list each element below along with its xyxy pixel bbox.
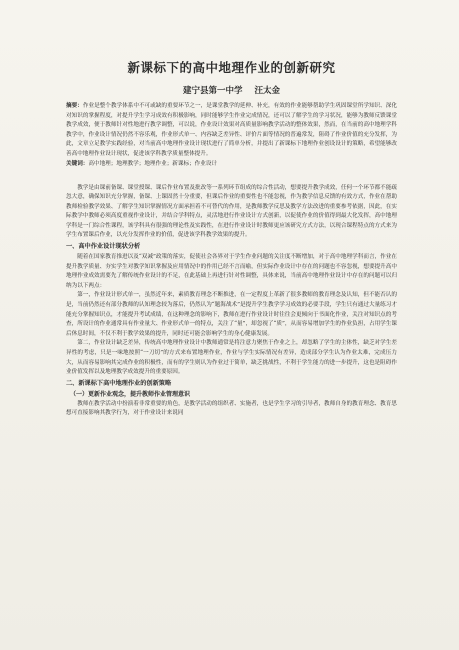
abstract-text: 作业是整个教学体系中不可或缺的重要环节之一，是课堂教学的延伸、补充，有效的作业能够帮助学生巩固课堂所学知识、深化对知识的掌握程度，对提升学生学习成效有积极影响，同时能够学生作业完成情况，还可以了解学生的学习状况，能够为教师反馈课堂教学成效，便于教师针对性地进行教学调整，可以说，作业设计效果对高质量影响教学活动的整体效果，然而，在当前的高中地理学科教学中，作业设计情况仍然不容乐观，作业形式单一、内容缺乏差异性、评价片面等情况的普遍常发，阻碍了作业价值的充分发挥，为此，文章立足教学实践经验，对当前高中地理作业设计现状进行了简单分析，并提出了新课标下地理作业创设设计的策略，希望能够改善高中地理作业设计现状，促进该学科教学质量整体提升。 (66, 103, 397, 157)
abstract (66, 102, 397, 159)
author-line (66, 84, 397, 96)
section-1-heading: 一、高中作业设计现状分析 (66, 243, 141, 251)
intro-paragraph: 教学是由课前备课、课堂授课、课后作业布置及批改等一系列环节组成的综合性活动，想要提升教学成效，任何一个环节都不能疏忽大意，确保知识充分掌握，备课、上课固然十分重要，但课后作业的重要性也不能忽视，作为教学信息反馈的有效方式，作业在帮助教师检验教学效果、了解学生知识掌握情况方面承担着不可替代的作用，是教师教学反思及教学方法改进的重要参考依据，因此，在实际教学中教师必须高度重视作业设计，并结合学科特点，灵活地进行作业设计方式创新，以促使作业的价值得到最大化发挥，高中地理学科是一门综合性课程，该学科具有很强的理论性及实践性，在进行作业设计时教师更应该研究方式方法，以现合课程特点的方式来为学生布置课后作业，以充分发挥作业的价值，促进该学科教学效果的提升。 (66, 184, 397, 239)
section-1-paragraph-1: 随着在国家教育推进以及“双减”政策的落实，促使社会各界对于学生作业问题的关注度不断增加，对于高中地理学科而言，作业在提升教学质量、夯实学生对教学知识掌握及应用情况中的作用已经不言而喻，但实际作业设计中存在的问题也不容忽视，想要提升高中地理作业成效需要先了解传统作业设计的不足，在此基础上再进行针对性调整，具体来说，当前高中地理作业设计中存在的问题可以归纳为以下两点： (66, 254, 397, 289)
keywords-label: 关键词： (66, 161, 89, 167)
keywords-text: 高中地理；地理教学；地理作业；新课标；作业设计 (88, 161, 218, 167)
author-school: 建宁县第一中学 (182, 86, 243, 96)
section-2-sub-1-heading: （一）更新作业观念，提升教师作业管理意识 (70, 390, 191, 398)
abstract-label: 摘要： (66, 103, 83, 109)
keywords (66, 160, 397, 170)
author-name: 汪太金 (254, 86, 281, 96)
section-1-paragraph-3: 第二，作业设计缺乏差异，传统高中地理作业设计中教师通常是将注意力聚焦于作业之上，却忽略了学生的主体性，缺乏对学生差异性的考虑，只是一味地按照“一刀切”的方式来布置地理作业，作业与学生实际情况有差异，造成部分学生认为作业太难，完成压力大，从而容易影响其完成作业的积极性，而有的学生则认为作业过于简单，缺乏挑战性，不利于学生能力的进一步提升，这也是阻碍作业价值发挥以及地理教学成效提升的重要原因。 (66, 340, 397, 376)
section-2-sub-1-paragraph: 教师在教学活动中扮演着非常重要的角色，是教学活动的组织者、实施者，也是学生学习的引导者，教师自身的教育理念、教育思想可直接影响其教学行为，对于作业设计来说同 (66, 400, 397, 417)
section-2-heading: 二、新课标下高中地理作业的创新策略 (66, 379, 172, 387)
paper-title: 新课标下的高中地理作业的创新研究 (127, 60, 336, 75)
section-1-paragraph-2: 第一，作业设计形式单一，虽然近年来，素质教育理念不断推进，在一定程度上革新了很多教师的教育理念及认知，但不能否认的是，当前仍然还有部分教师的认知理念较为落后，仍然认为“题海战术”是提升学生教学学习成效的必要手段，学生只有通过大量练习才能充分掌握知识点，才能提升考试成绩，在这种理念的影响下，教师在进行作业设计时往往会更倾向于书面化作业，关注对知识点的考查，所设计的作业通常具有作业量大、作业形式单一的特点，关注了“量”，却忽视了“质”，从而容易增加学生的作业负担，占用学生课后休息时间，不仅不利于教学效果的提升，同时还可能会影响学生的身心健康发展。 (66, 292, 397, 337)
